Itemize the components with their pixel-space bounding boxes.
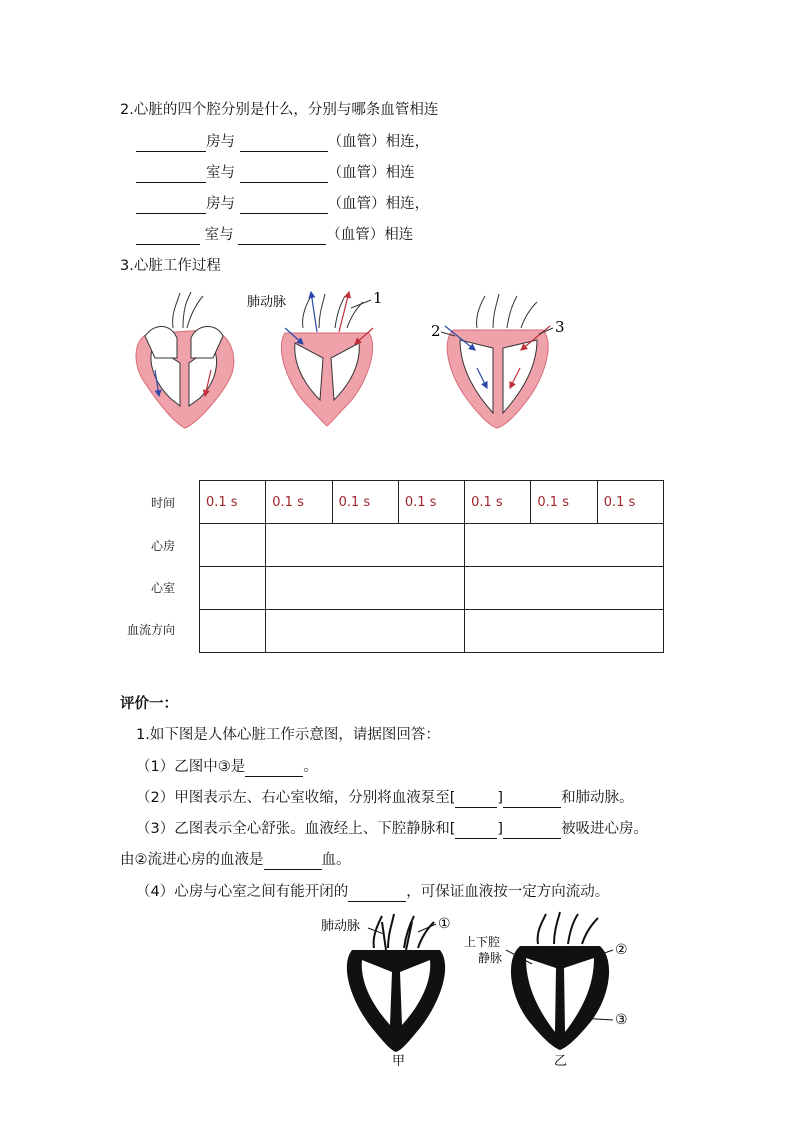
answer-cell[interactable]	[266, 567, 465, 610]
q2-line-4	[136, 225, 413, 245]
jia-caption: 甲	[392, 1054, 406, 1069]
eval-q2-bracket: ]	[497, 790, 504, 806]
yi-lower-label: 静脉	[478, 951, 503, 965]
q2-line-1	[136, 132, 429, 152]
heart-jia-yi-figure	[310, 910, 640, 1070]
answer-blank[interactable]	[245, 760, 303, 777]
answer-blank[interactable]	[240, 197, 328, 214]
row-label-time: 时间	[150, 496, 175, 510]
answer-cell[interactable]	[200, 567, 266, 610]
row-label-ventricle: 心室	[150, 581, 175, 595]
q2-suffix-text: （血管）相连，	[327, 196, 430, 212]
evaluation-heading: 评价一：	[120, 696, 178, 712]
answer-blank[interactable]	[136, 135, 206, 152]
yi-label-2: ②	[615, 942, 628, 958]
heart-cycle-table	[199, 480, 664, 653]
answer-cell[interactable]	[200, 524, 266, 567]
eval-q2-text: （2）甲图表示左、右心室收缩，分别将血液泵至[	[136, 790, 456, 806]
eval-q3b-text: 由②流进心房的血液是	[120, 852, 264, 868]
answer-blank[interactable]	[240, 135, 328, 152]
answer-blank[interactable]	[238, 228, 326, 245]
time-cell: 0.1 s	[200, 481, 266, 524]
label-2: 2	[431, 322, 441, 340]
answer-cell[interactable]	[266, 610, 465, 653]
heart-diagram-3	[445, 294, 550, 428]
heart-diagram-1	[136, 292, 234, 428]
answer-cell[interactable]	[465, 524, 664, 567]
answer-blank[interactable]	[136, 166, 206, 183]
eval-q1-end: 。	[303, 759, 318, 775]
answer-blank[interactable]	[348, 885, 406, 902]
answer-blank[interactable]	[264, 853, 322, 870]
table-row	[200, 524, 664, 567]
eval-q1-text: （1）乙图中③是	[136, 759, 246, 775]
heart-diagram-2	[281, 292, 373, 426]
eval-q4-end: ，可保证血液按一定方向流动。	[406, 884, 610, 900]
q2-chamber-text: 房与	[206, 196, 235, 212]
row-label-atrium: 心房	[150, 539, 175, 553]
eval-question-1	[136, 757, 318, 777]
answer-cell[interactable]	[465, 567, 664, 610]
eval-question-3	[136, 819, 648, 839]
jia-label-1: ①	[438, 916, 451, 932]
time-cell: 0.1 s	[398, 481, 464, 524]
q2-suffix-text: （血管）相连，	[327, 134, 430, 150]
pulmonary-artery-label: 肺动脉	[247, 295, 287, 310]
q2-chamber-text: 室与	[204, 227, 234, 243]
label-3: 3	[555, 318, 565, 336]
eval-q3-bracket: ]	[497, 821, 504, 837]
question-2-title: 2.心脏的四个腔分别是什么，分别与哪条血管相连	[120, 102, 439, 118]
time-cell: 0.1 s	[465, 481, 531, 524]
q2-chamber-text: 房与	[206, 134, 235, 150]
heart-diagram-jia	[347, 914, 445, 1052]
q2-line-2	[136, 163, 415, 183]
eval-question-4	[136, 882, 609, 902]
table-row	[200, 610, 664, 653]
time-cell: 0.1 s	[597, 481, 663, 524]
q2-line-3	[136, 194, 429, 214]
time-cell: 0.1 s	[332, 481, 398, 524]
table-row	[200, 567, 664, 610]
answer-cell[interactable]	[266, 524, 465, 567]
answer-blank[interactable]	[455, 822, 497, 839]
q2-suffix-text: （血管）相连	[327, 165, 415, 181]
eval-question-3-continued	[120, 850, 351, 870]
answer-blank[interactable]	[136, 197, 206, 214]
eval-q4-text: （4）心房与心室之间有能开闭的	[136, 884, 349, 900]
yi-label-3: ③	[615, 1012, 628, 1028]
eval-q3-end: 被吸进心房。	[561, 821, 649, 837]
table-row	[200, 481, 664, 524]
answer-blank[interactable]	[240, 166, 328, 183]
answer-blank[interactable]	[136, 228, 200, 245]
eval-q3-text: （3）乙图表示全心舒张。血液经上、下腔静脉和[	[136, 821, 456, 837]
eval-q3b-end: 血。	[321, 852, 351, 868]
answer-cell[interactable]	[465, 610, 664, 653]
heart-diagram-yi	[511, 912, 609, 1050]
answer-blank[interactable]	[503, 791, 561, 808]
q2-chamber-text: 室与	[206, 165, 235, 181]
answer-blank[interactable]	[503, 822, 561, 839]
answer-blank[interactable]	[455, 791, 497, 808]
q2-suffix-text: （血管）相连	[326, 227, 414, 243]
row-label-blood-flow: 血流方向	[126, 623, 175, 637]
question-3-title: 3.心脏工作过程	[120, 258, 221, 274]
yi-caption: 乙	[554, 1054, 568, 1069]
answer-cell[interactable]	[200, 610, 266, 653]
eval-q2-end: 和肺动脉。	[561, 790, 634, 806]
evaluation-intro: 1.如下图是人体心脏工作示意图，请据图回答：	[136, 727, 440, 743]
heart-cycle-figure	[125, 288, 600, 433]
time-cell: 0.1 s	[531, 481, 597, 524]
eval-question-2	[136, 788, 634, 808]
label-1: 1	[373, 289, 383, 307]
yi-upper-label: 上下腔	[464, 935, 501, 949]
jia-pulmonary-label: 肺动脉	[321, 919, 361, 934]
time-cell: 0.1 s	[266, 481, 332, 524]
